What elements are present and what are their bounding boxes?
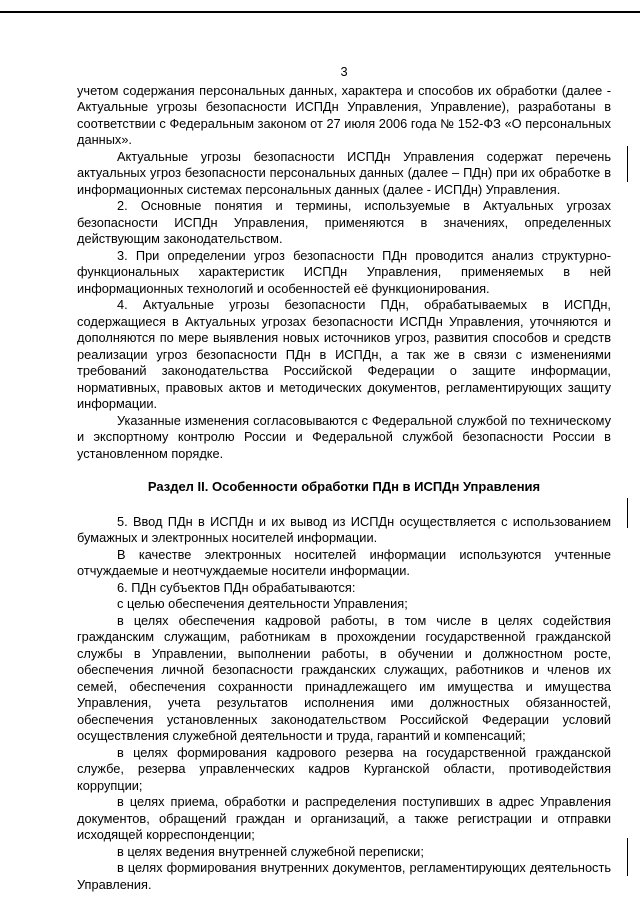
paragraph: 2. Основные понятия и термины, используемые в Актуальных угрозах безопасности ИСПДн Управления, применяются в значениях, определенных действующим законодательством. bbox=[77, 198, 611, 246]
paragraph: учетом содержания персональных данных, характера и способов их обработки (далее - Актуальные угрозы безопасности ИСПДн Управления, Управление), разработаны в соответствии с Федеральным законом от 27 июля 2006 года № 152-ФЗ «О персональных данных». bbox=[77, 82, 611, 147]
document-page bbox=[77, 64, 611, 893]
paragraph: Указанные изменения согласовываются с Федеральной службой по техническому и экспортному контролю России и Федеральной службой безопасности России в установленном порядке. bbox=[77, 412, 611, 461]
paragraph: Актуальные угрозы безопасности ИСПДн Управления содержат перечень актуальных угроз безопасности персональных данных (далее – ПДн) при их обработке в информационных системах персональных данных (далее - ИСПДн) Управления. bbox=[77, 148, 611, 197]
section-two-body bbox=[77, 514, 611, 894]
paragraph: в целях формирования кадрового резерва на государственной гражданской службе, резерва управленческих кадров Курганской области, противодействия коррупции; bbox=[77, 744, 611, 793]
section-one-body bbox=[77, 83, 611, 463]
paragraph: 4. Актуальные угрозы безопасности ПДн, обрабатываемых в ИСПДн, содержащиеся в Актуальных угрозах безопасности ИСПДн Управления, уточняются и дополняются по мере выявления новых источников угроз, развития способов и средств реализации угроз безопасности ПДн в ИСПДн, а так же в связи с изменениями требований законодательства Российской Федерации о защите информации, нормативных, правовых актов и методических документов, регламентирующих защиту информации. bbox=[77, 297, 611, 411]
paragraph: с целью обеспечения деятельности Управления; bbox=[117, 596, 408, 611]
paragraph: 5. Ввод ПДн в ИСПДн и их вывод из ИСПДн осуществляется с использованием бумажных и электронных носителей информации. bbox=[77, 513, 611, 545]
paragraph: в целях приема, обработки и распределения поступивших в адрес Управления документов, обращений граждан и организаций, а также регистрации и отправки исходящей корреспонденции; bbox=[77, 794, 611, 842]
paragraph: 3. При определении угроз безопасности ПДн проводится анализ структурно-функциональных характеристик ИСПДн Управления, применяемых в ней информационных технологий и особенностей её функционирования. bbox=[77, 247, 611, 296]
paragraph: 6. ПДн субъектов ПДн обрабатываются: bbox=[117, 579, 356, 595]
scan-right-mark bbox=[627, 498, 628, 528]
paragraph: в целях ведения внутренней служебной переписки; bbox=[117, 843, 424, 859]
scan-right-mark bbox=[627, 838, 628, 876]
page-number: 3 bbox=[340, 64, 348, 79]
scan-top-edge bbox=[0, 11, 640, 13]
section-heading: Раздел II. Особенности обработки ПДн в ИСПДн Управления bbox=[147, 479, 541, 494]
paragraph: в целях формирования внутренних документов, регламентирующих деятельность Управления. bbox=[77, 860, 611, 892]
paragraph: в целях обеспечения кадровой работы, в том числе в целях содействия гражданским служащим, работникам в прохождении государственной гражданской службы в Управлении, выполнении работы, в обучении и должностном росте, обеспечения личной безопасности гражданских служащих, работников и членов их семей, обеспечения сохранности принадлежащего им имущества и имущества Управления, учета результатов исполнения ими должностных обязанностей, обеспечения установленных законодательством Российской Федерации условий осуществления служебной деятельности и труда, гарантий и компенсаций; bbox=[77, 612, 611, 743]
paragraph: В качестве электронных носителей информации используются учтенные отчуждаемые и неотчуждаемые носители информации. bbox=[77, 546, 611, 578]
scan-right-mark bbox=[627, 146, 628, 182]
